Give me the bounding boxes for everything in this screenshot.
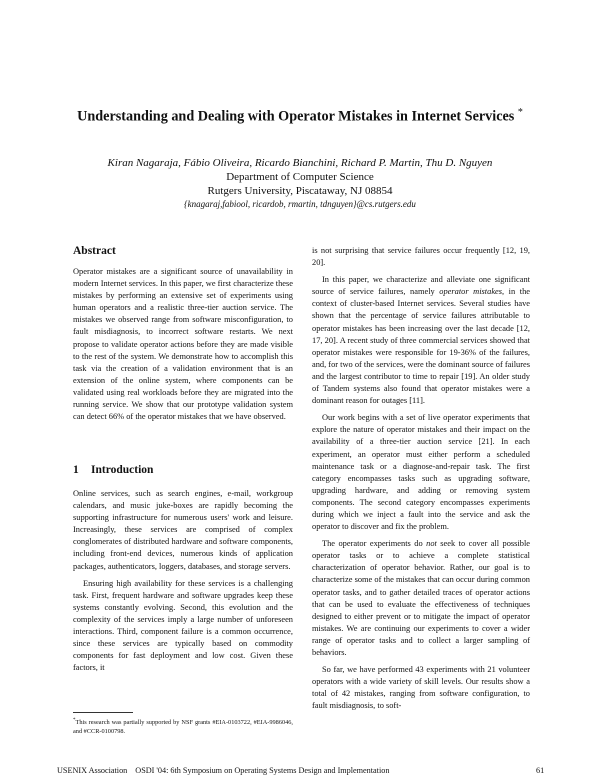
intro-paragraph-5: The operator experiments do not seek to cover all possible operator tasks or to achieve a complete statistical characterization of operator behavior. Rather, our goal is to characterize some of the mistakes that can occur during common operator tasks, and to gather detailed traces of operator actions that can be used to evaluate the effectiveness of techniques designed to either prevent or to mitigate the impact of operator mistakes. We are continuing our experiments to cover a wider range of operator tasks and to collect a larger sampling of behaviors. [312, 539, 530, 657]
university: Rutgers University, Piscataway, NJ 08854 [207, 185, 393, 197]
emphasis-not: not [426, 539, 437, 549]
abstract-body [73, 266, 293, 423]
abstract-paragraph: Operator mistakes are a significant source of unavailability in modern Internet services. In this paper, we first characterize these mistakes by performing an extensive set of experiments using human operators and a realistic three-tier auction service. The mistakes we observed range from software misconfiguration, to fault misdiagnosis, to incorrect software restarts. We next propose to validate operator actions before they are made visible to the rest of the system. We demonstrate how to accomplish this task via the creation of a validation environment that is an extension of the online system, where components can be validated using real workloads before they are migrated into the running service. We show that our prototype validation system can detect 66% of the operator mistakes that we have observed. [73, 267, 293, 422]
emphasis-operator-mistakes: operator mistakes [439, 287, 503, 297]
footnote-mark: * [73, 718, 76, 723]
page-number: 61 [536, 766, 545, 775]
author-email: {knagaraj,fabiool, ricardob, rmartin, tdnguyen}@cs.rutgers.edu [184, 199, 416, 209]
introduction-heading [73, 463, 153, 477]
department: Department of Computer Science [226, 171, 374, 183]
intro-paragraph-6: So far, we have performed 43 experiments with 21 volunteer operators with a wide variety of skill levels. Our results show a total of 42 mistakes, ranging from software configuration, to fault misdiagnosis, to soft- [312, 665, 530, 711]
section-number: 1 [73, 464, 79, 476]
footer-association: USENIX Association [57, 766, 128, 775]
footnote-text: This research was partially supported by NSF grants #EIA-0103722, #EIA-9986046, and #CCR-0100798. [73, 719, 293, 735]
title-footnote-mark: * [517, 107, 523, 118]
intro-paragraph-4: Our work begins with a set of live operator experiments that explore the nature of operator mistakes and their impact on the availability of a three-tier auction service [21]. In each experiment, an operator must either perform a scheduled maintenance task or a diagnose-and-repair task. The first category encompasses tasks such as upgrading software, upgrading hardware, and adding or removing system components. The second category encompasses experiments during which we inject a fault into the service and ask the operator to discover and fix the problem. [312, 413, 530, 532]
title-text: Understanding and Dealing with Operator Mistakes in Internet Services [77, 108, 515, 125]
abstract-heading: Abstract [73, 245, 116, 257]
running-footer [57, 766, 389, 776]
funding-footnote [73, 717, 293, 736]
introduction-right-column [312, 245, 530, 712]
intro-paragraph-2: Ensuring high availability for these services is a challenging task. First, frequent hardware and software upgrades keep these systems constantly evolving. Second, this evolution and the complexity of the services imply a large number of unforeseen interactions. Third, component failure is a common occurrence, since these services are typically based on commodity components for fast deployment and low cost. Given these factors, it [73, 578, 293, 673]
author-list: Kiran Nagaraja, Fábio Oliveira, Ricardo Bianchini, Richard P. Martin, Thu D. Nguyen [107, 157, 493, 169]
introduction-left-column [73, 488, 293, 674]
intro-paragraph-1: Online services, such as search engines, e-mail, workgroup calendars, and music juke-boxes are rapidly becoming the supporting infrastructure for numerous users' work and leisure. Increasingly, these services are comprised of complex conglomerates of distributed hardware and software components, including front-end devices, numerous kinds of application packages, authenticators, loggers, databases, and storage servers. [73, 489, 293, 571]
footer-venue: OSDI '04: 6th Symposium on Operating Systems Design and Implementation [135, 766, 390, 775]
intro-paragraph-2-continued: is not surprising that service failures occur frequently [12, 19, 20]. [312, 246, 530, 268]
section-title: Introduction [91, 464, 154, 476]
footnote-divider [73, 712, 133, 713]
intro-paragraph-3: In this paper, we characterize and alleviate one significant source of service failures, namely operator mistakes, in the context of cluster-based Internet services. Several studies have shown that the percentage of service failures attributable to operator mistakes has been increasing over the last decade [12, 17, 20]. A recent study of three commercial services showed that operator mistakes were responsible for 19-36% of the failures, and, for two of the services, were the dominant source of failures and the largest contributor to time to repair [19]. An older study of Tandem systems also found that operator mistakes were a dominant reason for outages [11]. [312, 275, 531, 406]
paper-title [40, 104, 560, 126]
